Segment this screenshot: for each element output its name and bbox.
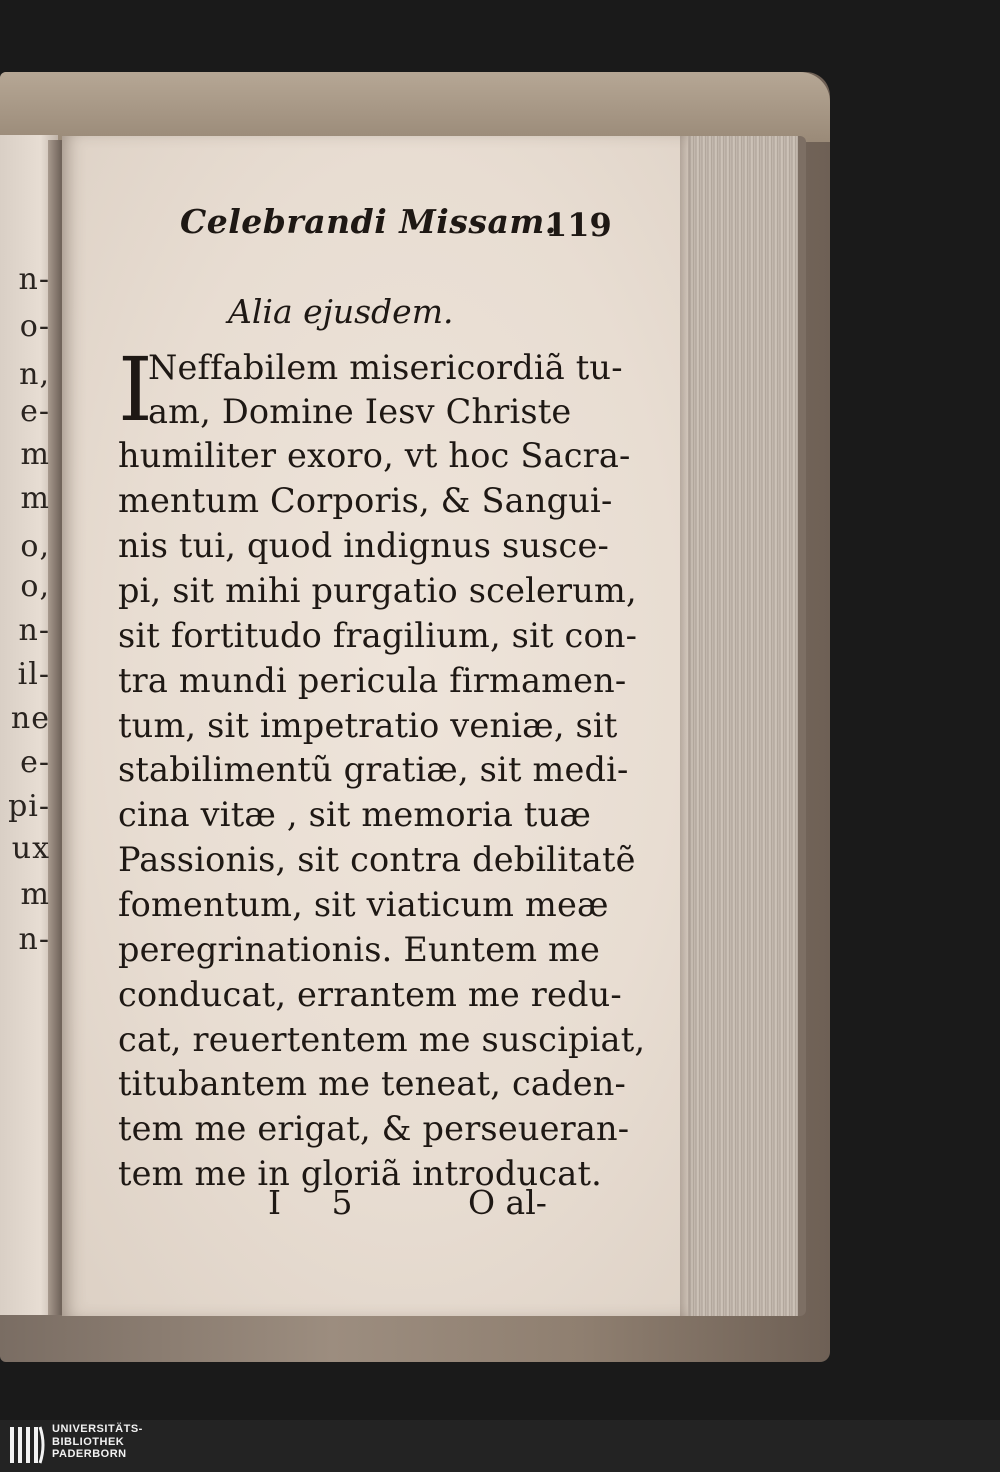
page-number: 119	[545, 206, 612, 244]
text-line: pi, sit mihi purgatio scelerum,	[118, 571, 637, 610]
text-line: tem me erigat, & perseueran-	[118, 1109, 630, 1148]
text-line: fomentum, sit viaticum meæ	[118, 885, 609, 924]
left-fragment: n,	[19, 360, 50, 390]
left-fragment: n‑	[18, 925, 50, 955]
text-line: stabilimentũ gratiæ, sit medi-	[118, 750, 629, 789]
logo-line: PADERBORN	[52, 1448, 127, 1460]
text-line: peregrinationis. Euntem me	[118, 930, 601, 969]
library-logo-text	[52, 1423, 143, 1461]
drop-cap: I	[118, 338, 153, 441]
left-fragment: o‑	[19, 312, 50, 342]
running-head: Celebrandi Missam.	[180, 202, 557, 241]
left-fragment: ux	[11, 834, 50, 864]
left-fragment: e‑	[20, 397, 50, 427]
text-line: nis tui, quod indignus susce-	[118, 526, 610, 565]
left-fragment: m	[20, 484, 50, 514]
left-fragment: m	[20, 880, 50, 910]
prayer-heading: Alia ejusdem.	[228, 292, 454, 331]
text-line: conducat, errantem me redu-	[118, 975, 622, 1014]
text-line: am, Domine Iesv Christe	[148, 392, 572, 431]
text-line: tum, sit impetratio veniæ, sit	[118, 706, 618, 745]
text-line: Passionis, sit contra debilitatẽ	[118, 840, 636, 879]
book-headcap	[0, 72, 830, 142]
left-fragment: pi‑	[8, 792, 50, 822]
footer-bar	[0, 1420, 1000, 1472]
left-fragment: n‑	[18, 265, 50, 295]
text-line: tem me in gloriã introducat.	[118, 1154, 602, 1193]
left-fragment: e‑	[20, 748, 50, 778]
page-edge-shadow	[680, 136, 694, 1316]
text-line: sit fortitudo fragilium, sit con-	[118, 616, 638, 655]
text-line: Neffabilem misericordiã tu-	[148, 348, 623, 387]
left-fragment: m	[20, 440, 50, 470]
text-line: mentum Corporis, & Sangui-	[118, 481, 613, 520]
text-line: cat, reuertentem me suscipiat,	[118, 1020, 646, 1059]
text-line: tra mundi pericula firmamen-	[118, 661, 627, 700]
catchword: O al-	[468, 1183, 547, 1222]
page-stack-edges	[688, 136, 806, 1316]
logo-line: UNIVERSITÄTS-	[52, 1423, 143, 1435]
signature-mark: I 5	[268, 1183, 373, 1222]
left-fragment: n‑	[18, 616, 50, 646]
text-line: humiliter exoro, vt hoc Sacra-	[118, 436, 631, 475]
text-line: titubantem me teneat, caden-	[118, 1064, 627, 1103]
left-fragment: o,	[20, 572, 50, 602]
logo-line: BIBLIOTHEK	[52, 1435, 125, 1448]
library-logo-icon	[10, 1425, 46, 1465]
left-fragment: il‑	[17, 660, 50, 690]
left-fragment: o,	[20, 532, 50, 562]
left-fragment: ne	[10, 704, 50, 734]
text-line: cina vitæ , sit memoria tuæ	[118, 795, 592, 834]
